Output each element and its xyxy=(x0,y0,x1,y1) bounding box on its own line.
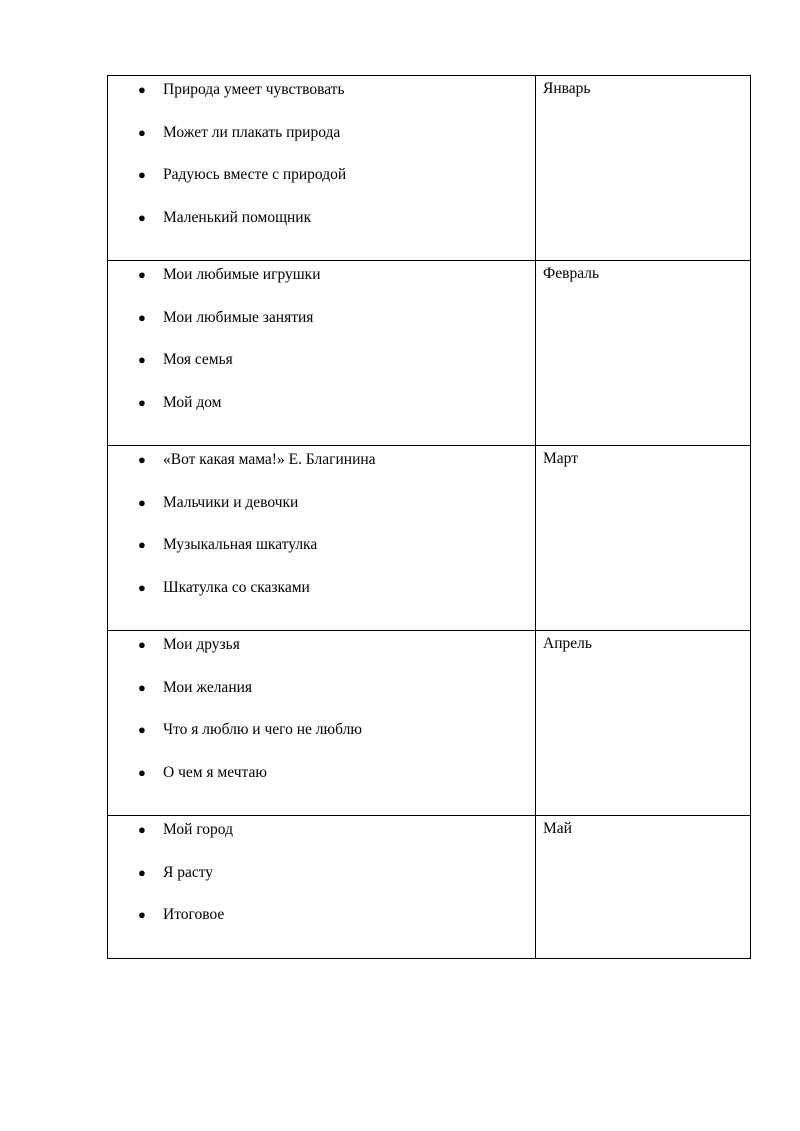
bullet-icon: ● xyxy=(138,309,146,325)
table-row xyxy=(108,631,751,816)
bullet-icon: ● xyxy=(138,722,146,737)
topic-list xyxy=(108,446,535,630)
bullet-icon: ● xyxy=(138,494,146,510)
table-row xyxy=(108,261,751,446)
list-item xyxy=(108,905,535,948)
table-row xyxy=(108,816,751,959)
month-cell xyxy=(536,816,751,959)
topic-text: О чем я мечтаю xyxy=(163,763,267,781)
month-cell xyxy=(536,261,751,446)
table-row xyxy=(108,76,751,261)
topic-text: Радуюсь вместе с природой xyxy=(163,166,347,183)
list-item xyxy=(108,635,535,678)
table-row xyxy=(108,446,751,631)
topic-text: Музыкальная шкатулка xyxy=(163,536,318,553)
list-item xyxy=(108,763,535,806)
list-item xyxy=(108,863,535,906)
topic-text: Природа умеет чувствовать xyxy=(163,81,345,98)
topics-cell xyxy=(108,816,536,959)
list-item xyxy=(108,265,535,308)
topic-text: Итоговое xyxy=(163,906,225,923)
topic-list xyxy=(108,631,535,815)
bullet-icon: ● xyxy=(138,267,146,282)
list-item xyxy=(108,208,535,251)
topic-list xyxy=(108,76,535,260)
bullet-icon: ● xyxy=(138,579,146,595)
list-item xyxy=(108,80,535,123)
month-cell xyxy=(536,631,751,816)
list-item xyxy=(108,308,535,351)
bullet-icon: ● xyxy=(138,82,146,97)
topics-cell xyxy=(108,261,536,446)
bullet-icon: ● xyxy=(138,352,146,367)
bullet-icon: ● xyxy=(138,452,146,467)
list-item xyxy=(108,165,535,208)
month-label: Апрель xyxy=(543,635,592,652)
topic-list xyxy=(108,261,535,445)
topic-text: Мальчики и девочки xyxy=(163,493,299,511)
topic-text: Мой город xyxy=(163,821,233,838)
month-label: Март xyxy=(543,450,578,467)
month-label: Февраль xyxy=(543,265,600,282)
topic-text: Мои друзья xyxy=(163,636,240,653)
month-cell xyxy=(536,76,751,261)
topic-text: Шкатулка со сказками xyxy=(163,578,310,596)
topics-cell xyxy=(108,446,536,631)
topic-text: Мой дом xyxy=(163,393,222,411)
month-label: Январь xyxy=(543,80,591,97)
list-item xyxy=(108,535,535,578)
month-cell xyxy=(536,446,751,631)
list-item xyxy=(108,123,535,166)
month-label: Май xyxy=(543,820,572,837)
table-body xyxy=(108,76,751,959)
list-item xyxy=(108,678,535,721)
bullet-icon: ● xyxy=(138,679,146,695)
bullet-icon: ● xyxy=(138,637,146,652)
topic-text: Что я люблю и чего не люблю xyxy=(163,721,362,738)
topic-text: Мои любимые игрушки xyxy=(163,266,321,283)
schedule-table xyxy=(107,75,751,959)
topic-text: Моя семья xyxy=(163,351,233,368)
bullet-icon: ● xyxy=(138,864,146,880)
bullet-icon: ● xyxy=(138,124,146,140)
topic-text: Мои любимые занятия xyxy=(163,308,314,326)
bullet-icon: ● xyxy=(138,822,146,837)
topics-cell xyxy=(108,631,536,816)
list-item xyxy=(108,578,535,621)
topic-text: Мои желания xyxy=(163,678,253,696)
topic-text: «Вот какая мама!» Е. Благинина xyxy=(163,451,376,468)
topic-text: Я расту xyxy=(163,863,214,881)
bullet-icon: ● xyxy=(138,764,146,780)
list-item xyxy=(108,350,535,393)
list-item xyxy=(108,393,535,436)
bullet-icon: ● xyxy=(138,907,146,922)
topics-cell xyxy=(108,76,536,261)
list-item xyxy=(108,820,535,863)
bullet-icon: ● xyxy=(138,209,146,225)
list-item xyxy=(108,450,535,493)
bullet-icon: ● xyxy=(138,537,146,552)
topic-text: Маленький помощник xyxy=(163,208,312,226)
list-item xyxy=(108,720,535,763)
topic-text: Может ли плакать природа xyxy=(163,123,341,141)
topic-list xyxy=(108,816,535,958)
list-item xyxy=(108,493,535,536)
bullet-icon: ● xyxy=(138,394,146,410)
bullet-icon: ● xyxy=(138,167,146,182)
